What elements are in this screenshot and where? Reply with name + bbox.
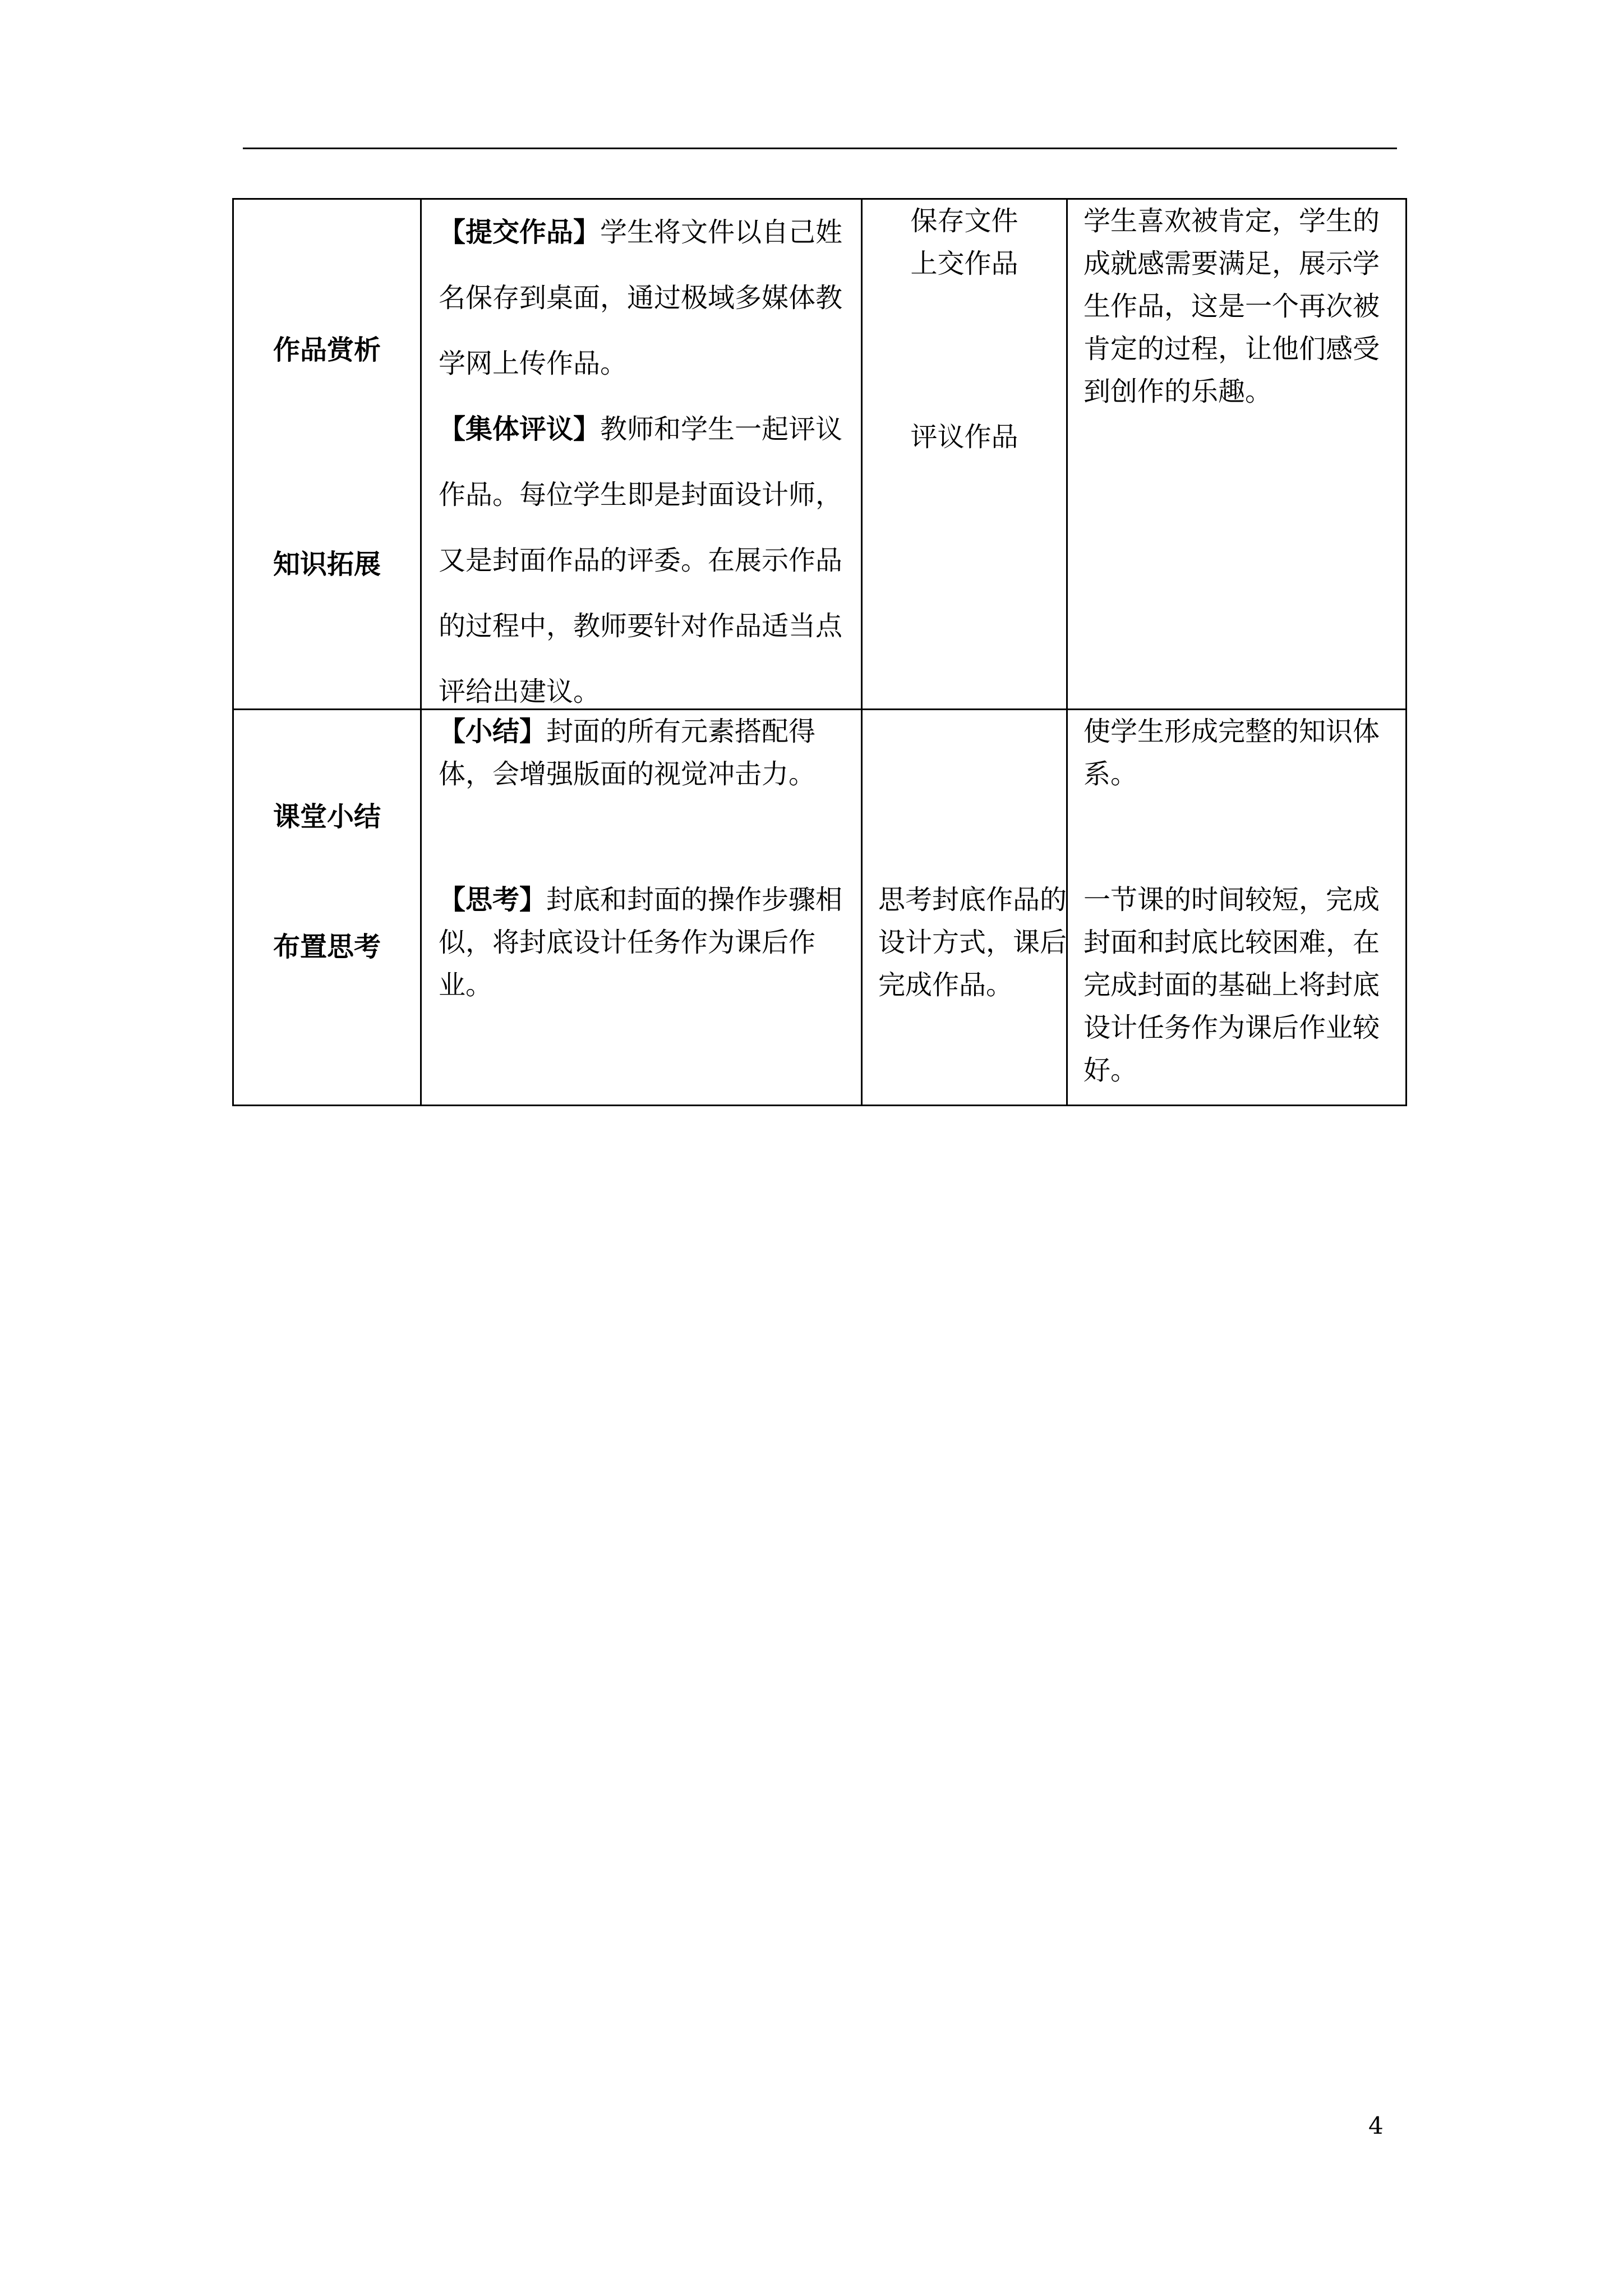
lesson-plan-table (232, 198, 1407, 1106)
table-row (233, 710, 1407, 1106)
header-rule (243, 148, 1397, 149)
student-action-cell (862, 710, 1067, 1106)
activity-paragraph (439, 397, 846, 725)
stage-label: 课堂小结 (273, 801, 381, 832)
stage-label: 作品赏析 (273, 334, 381, 366)
activity-text: 封面的所有元素搭配得体，会增强版面的视觉冲击力。 (439, 716, 816, 790)
activity-tag: 【提交作品】 (439, 217, 601, 248)
stage-cell (233, 199, 421, 710)
intent-text: 一节课的时间较短，完成封面和封底比较困难，在完成封面的基础上将封底设计任务作为课后作业较好。 (1083, 884, 1380, 1086)
activity-tag: 【思考】 (439, 884, 547, 915)
student-action: 上交作品 (910, 248, 1018, 279)
activity-paragraph (439, 878, 846, 1006)
activity-paragraph (439, 200, 846, 397)
activity-tag: 【小结】 (439, 716, 547, 747)
activity-text: 封底和封面的操作步骤相似，将封底设计任务作为课后作业。 (439, 884, 843, 1001)
intent-text: 使学生形成完整的知识体系。 (1083, 716, 1380, 790)
intent-cell (1067, 710, 1407, 1106)
stage-label: 布置思考 (273, 931, 381, 963)
stage-cell (233, 710, 421, 1106)
activity-text: 学生将文件以自己姓名保存到桌面，通过极域多媒体教学网上传作品。 (439, 217, 843, 379)
activity-paragraph (439, 710, 846, 795)
activity-text: 教师和学生一起评议作品。每位学生即是封面设计师，又是封面作品的评委。在展示作品的过程中，教师要针对作品适当点评给出建议。 (439, 413, 843, 707)
activity-cell (421, 199, 862, 710)
page-number: 4 (1368, 2112, 1384, 2139)
stage-label: 知识拓展 (273, 549, 381, 580)
student-action-cell (862, 199, 1067, 710)
activity-tag: 【集体评议】 (439, 413, 601, 445)
intent-cell (1067, 199, 1407, 710)
student-action: 思考封底作品的设计方式，课后完成作品。 (878, 884, 1067, 1001)
intent-text: 学生喜欢被肯定，学生的成就感需要满足，展示学生作品，这是一个再次被肯定的过程，让他们感受到创作的乐趣。 (1083, 205, 1380, 407)
activity-cell (421, 710, 862, 1106)
student-action: 保存文件 (910, 205, 1018, 237)
student-action: 评议作品 (910, 421, 1018, 453)
table-row (233, 199, 1407, 710)
